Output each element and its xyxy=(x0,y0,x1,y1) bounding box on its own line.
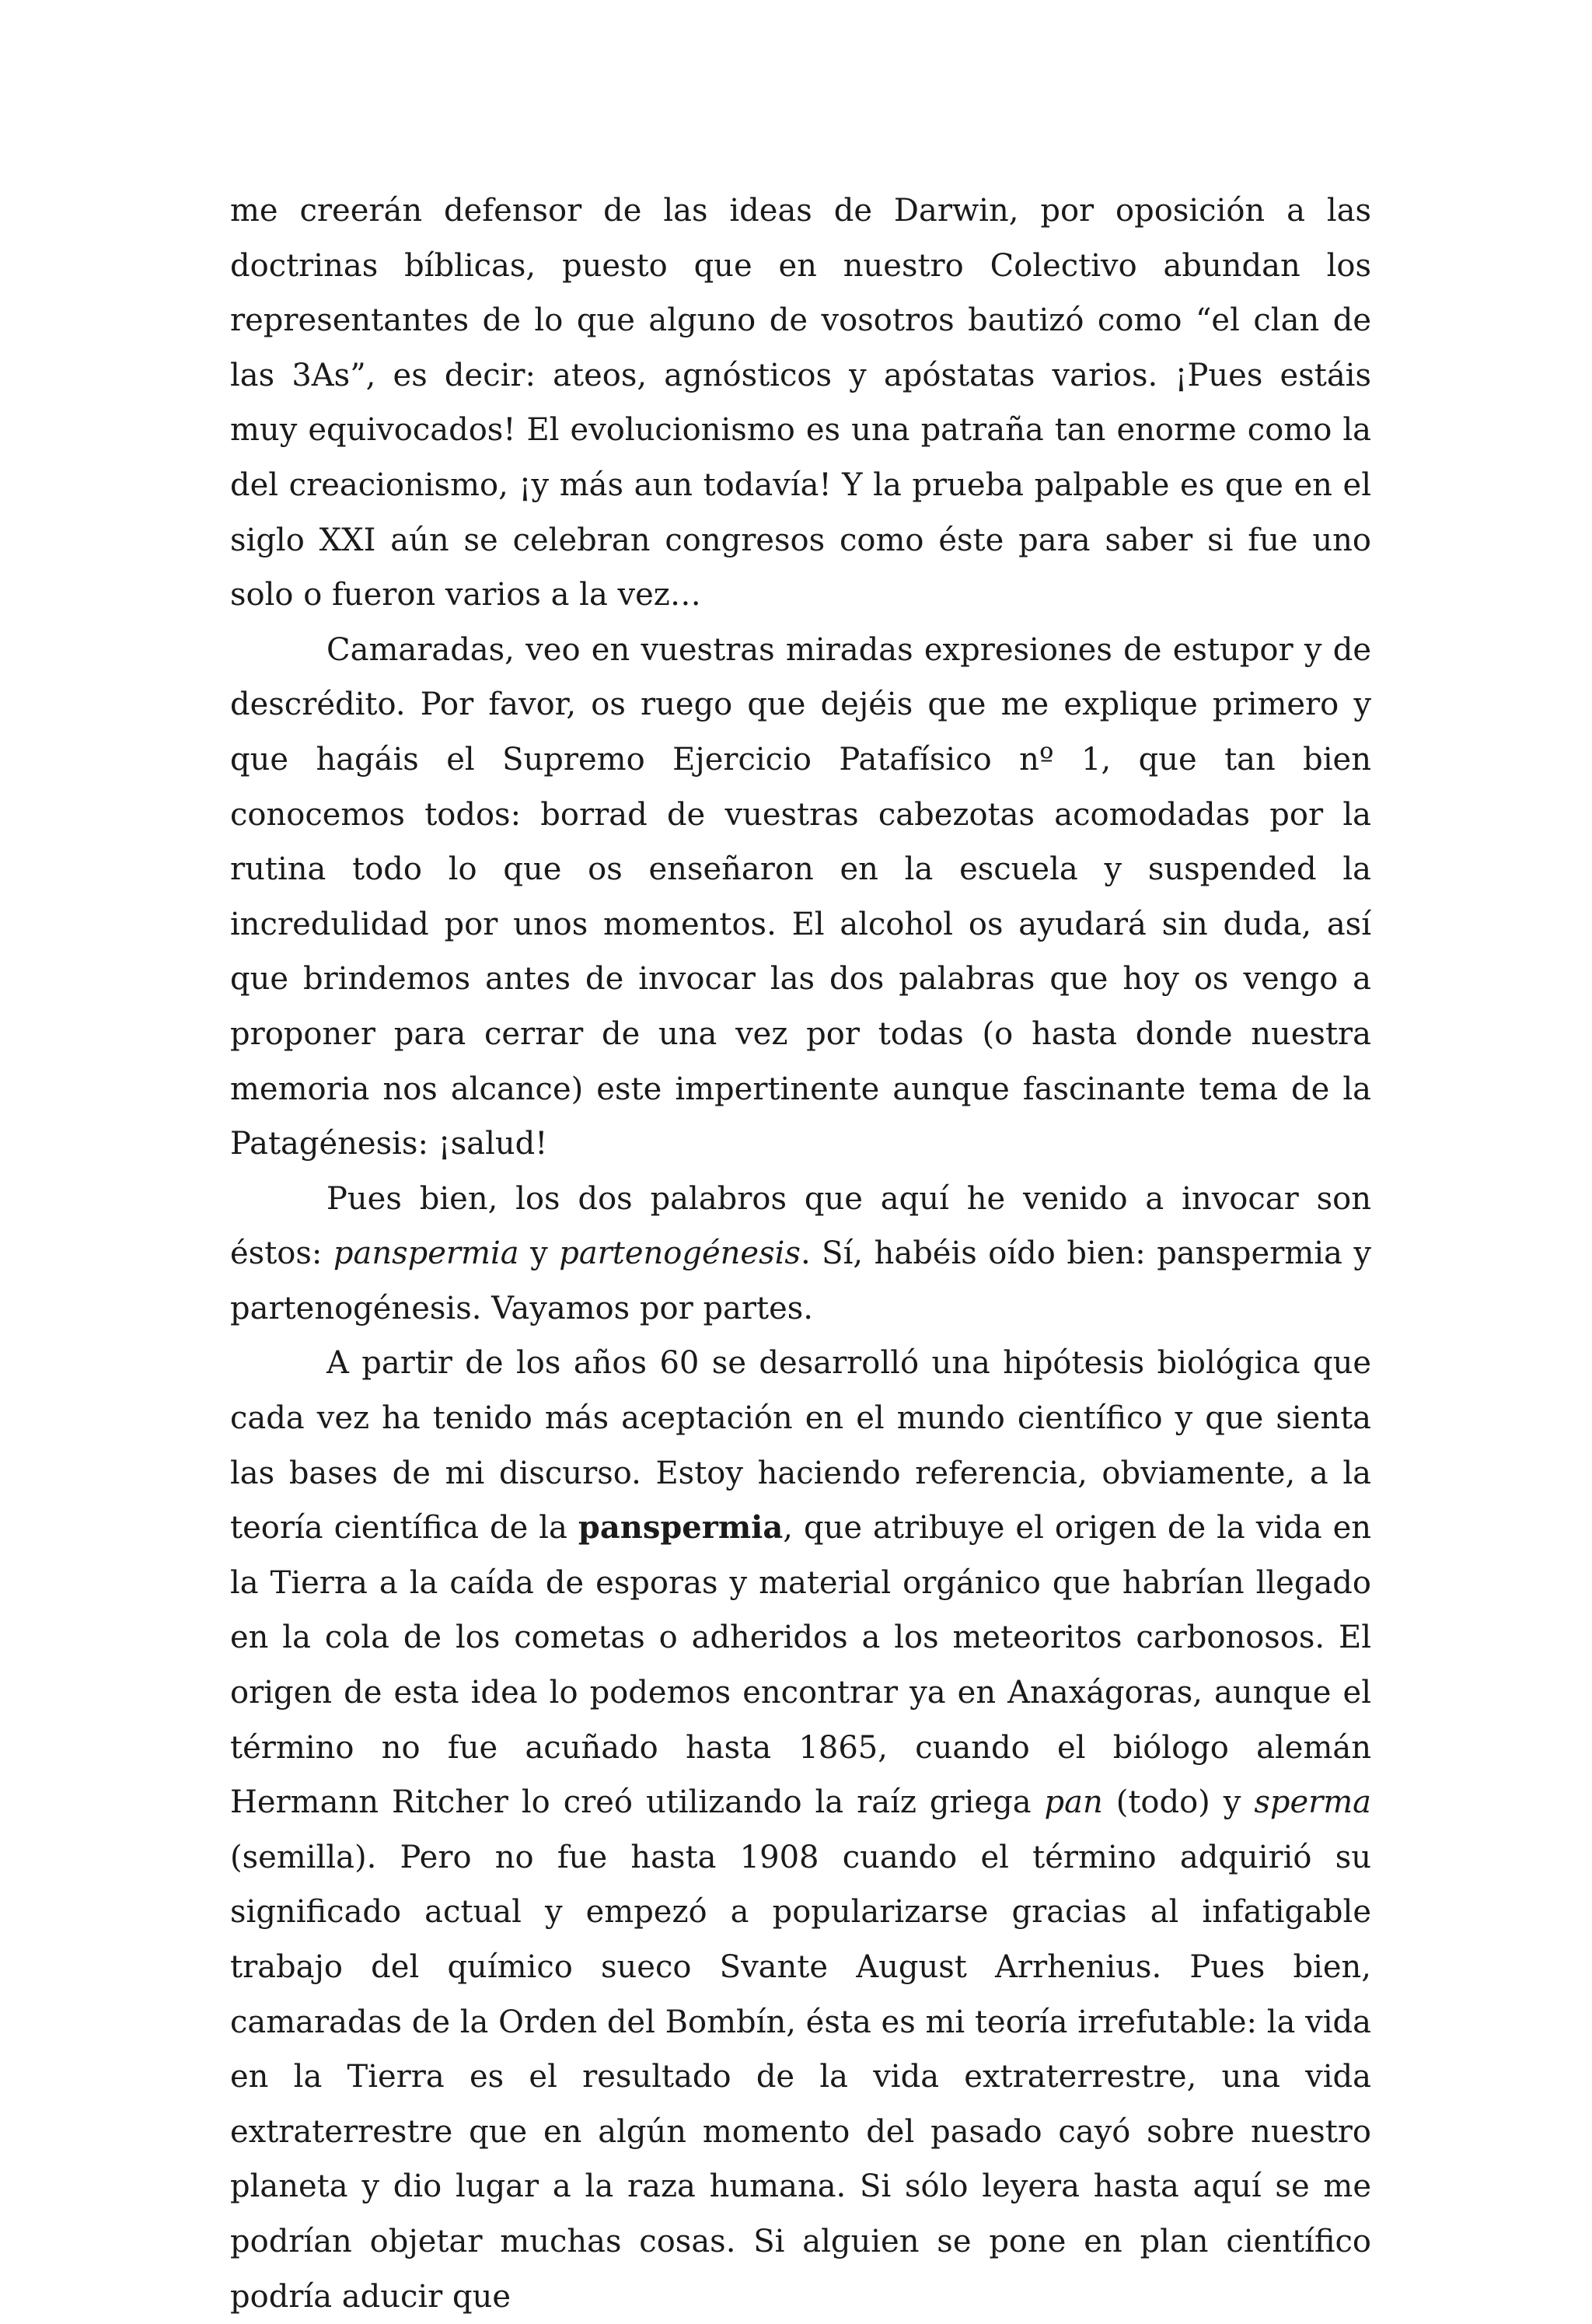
text-run: me creerán defensor de las ideas de Darwin, por oposición a las doctrinas bíblicas, puesto que en nuestro Colectivo abundan los representantes de lo que alguno de vosotros bautizó como “el clan de las 3As”, es decir: ateos, agnósticos y apóstatas varios. ¡Pues estáis muy equivocados! El evolucionismo es una patraña tan enorme como la del creacionismo, ¡y más aun todavía! Y la prueba palpable es que en el siglo XXI aún se celebran congresos como éste para saber si fue uno solo o fueron varios a la vez… xyxy=(230,193,1371,613)
text-run: Pues bien, los dos palabros que aquí he venido a invocar son éstos: xyxy=(230,1180,1371,1272)
text-run: , que atribuye el origen de la vida en la Tierra a la caída de esporas y material orgánico que habrían llegado en la cola de los cometas o adheridos a los meteoritos carbonosos. El origen de esta idea lo podemos encontrar ya en Anaxágoras, aunque el término no fue acuñado hasta 1865, cuando el biólogo alemán Hermann Ritcher lo creó utilizando la raíz griega xyxy=(230,1510,1371,1821)
document-body xyxy=(230,183,1371,2324)
paragraph xyxy=(230,183,1371,623)
text-run: Camaradas, veo en vuestras miradas expresiones de estupor y de descrédito. Por favor, os ruego que dejéis que me explique primero y que hagáis el Supremo Ejercicio Patafísico nº 1, que tan bien conocemos todos: borrad de vuestras cabezotas acomodadas por la rutina todo lo que os enseñaron en la escuela y suspended la incredulidad por unos momentos. El alcohol os ayudará sin duda, así que brindemos antes de invocar las dos palabras que hoy os vengo a proponer para cerrar de una vez por todas (o hasta donde nuestra memoria nos alcance) este impertinente aunque fascinante tema de la Patagénesis: ¡salud! xyxy=(230,631,1371,1162)
text-run: (semilla). Pero no fue hasta 1908 cuando el término adquirió su significado actual y empezó a popularizarse gracias al infatigable trabajo del químico sueco Svante August Arrhenius. Pues bien, camaradas de la Orden del Bombín, ésta es mi teoría irrefutable: la vida en la Tierra es el resultado de la vida extraterrestre, una vida extraterrestre que en algún momento del pasado cayó sobre nuestro planeta y dio lugar a la raza humana. Si sólo leyera hasta aquí se me podrían objetar muchas cosas. Si alguien se pone en plan científico podría aducir que xyxy=(230,1839,1371,2315)
bold-text: panspermia xyxy=(578,1509,784,1546)
paragraph xyxy=(230,1172,1371,1337)
text-run: y xyxy=(518,1235,560,1272)
text-run: . Sí, habéis oído bien: panspermia y partenogénesis. Vayamos por partes. xyxy=(230,1235,1372,1326)
text-run: (todo) y xyxy=(1102,1784,1255,1821)
text-run: A partir de los años 60 se desarrolló una hipótesis biológica que cada vez ha tenido más aceptación en el mundo científico y que sienta las bases de mi discurso. Estoy haciendo referencia, obviamente, a la teoría científica de la xyxy=(230,1345,1371,1546)
italic-text: partenogénesis xyxy=(559,1235,801,1272)
italic-text: pan xyxy=(1044,1784,1103,1821)
italic-text: sperma xyxy=(1254,1784,1372,1821)
paragraph xyxy=(230,623,1371,1172)
italic-text: panspermia xyxy=(333,1235,519,1272)
paragraph xyxy=(230,1336,1371,2324)
